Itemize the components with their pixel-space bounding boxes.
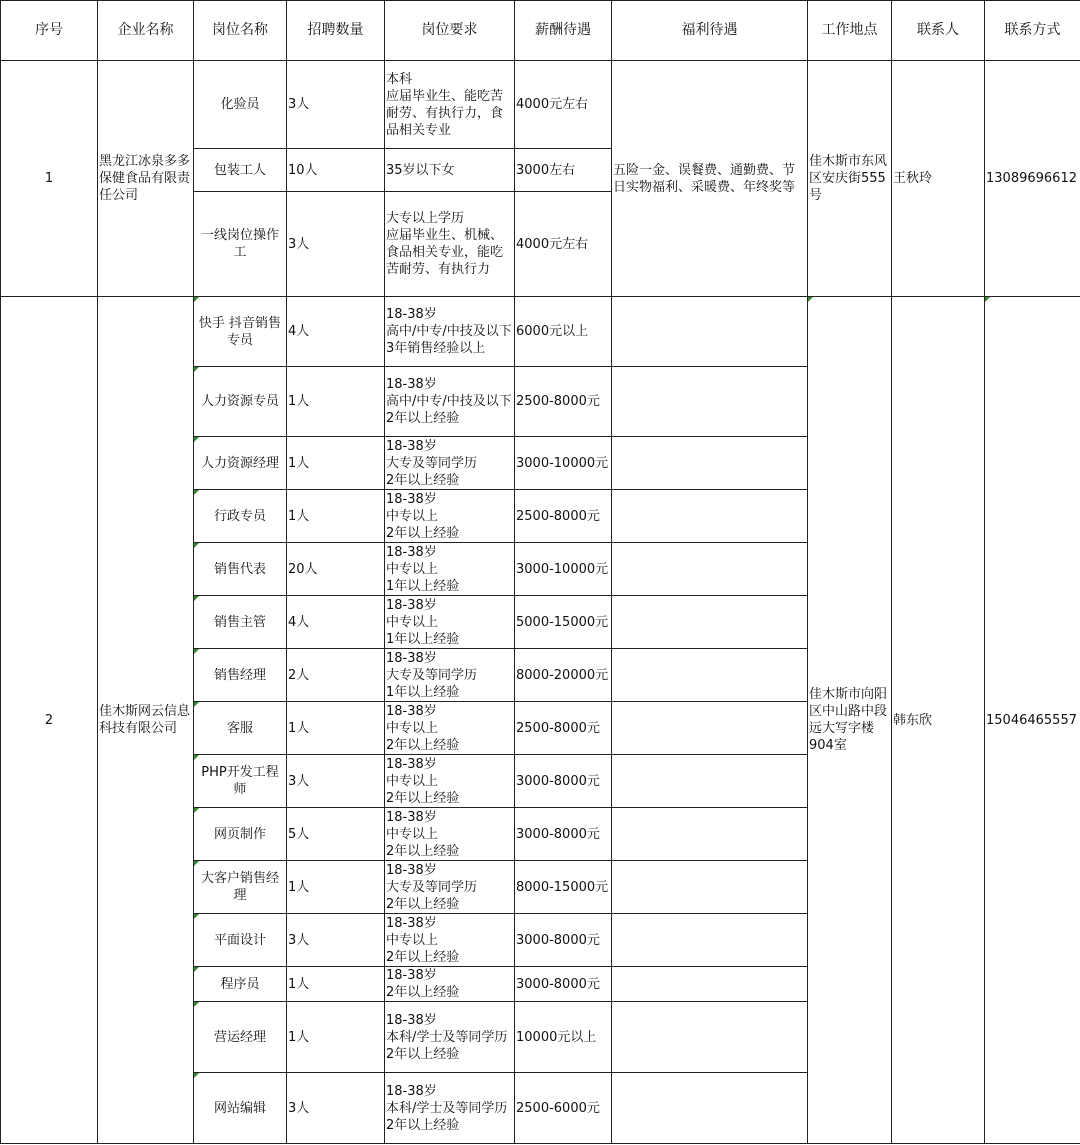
job-benefits	[612, 1073, 808, 1144]
job-requirements: 18-38岁 中专以上 2年以上经验	[385, 755, 515, 808]
job-salary: 4000元左右	[515, 61, 612, 149]
job-requirements: 18-38岁 中专以上 2年以上经验	[385, 808, 515, 861]
job-title: 客服	[194, 702, 287, 755]
job-salary: 2500-6000元	[515, 1073, 612, 1144]
job-count: 4人	[287, 297, 385, 367]
company-phone: 15046465557	[985, 297, 1080, 1144]
job-salary: 8000-20000元	[515, 649, 612, 702]
job-title: 包装工人	[194, 149, 287, 192]
job-title: 销售主管	[194, 596, 287, 649]
job-benefits	[612, 649, 808, 702]
job-salary: 3000-10000元	[515, 437, 612, 490]
job-benefits	[612, 543, 808, 596]
header-row	[1, 1, 1080, 61]
job-requirements: 18-38岁 大专及等同学历 1年以上经验	[385, 649, 515, 702]
job-count: 3人	[287, 1073, 385, 1144]
job-requirements: 本科 应届毕业生、能吃苦耐劳、有执行力，食品相关专业	[385, 61, 515, 149]
job-requirements: 18-38岁 中专以上 2年以上经验	[385, 914, 515, 967]
job-title: 销售经理	[194, 649, 287, 702]
company-name: 佳木斯网云信息科技有限公司	[98, 297, 194, 1144]
job-salary: 3000-8000元	[515, 808, 612, 861]
job-count: 3人	[287, 914, 385, 967]
job-benefits	[612, 490, 808, 543]
header-count: 招聘数量	[287, 1, 385, 61]
job-title: 营运经理	[194, 1002, 287, 1073]
job-title: 人力资源专员	[194, 367, 287, 437]
job-title: 人力资源经理	[194, 437, 287, 490]
header-benefits: 福利待遇	[612, 1, 808, 61]
job-benefits	[612, 297, 808, 367]
job-count: 1人	[287, 1002, 385, 1073]
job-requirements: 18-38岁 本科/学士及等同学历 2年以上经验	[385, 1002, 515, 1073]
header-salary: 薪酬待遇	[515, 1, 612, 61]
job-count: 1人	[287, 861, 385, 914]
header-job-title: 岗位名称	[194, 1, 287, 61]
job-salary: 2500-8000元	[515, 367, 612, 437]
job-benefits	[612, 914, 808, 967]
header-phone: 联系方式	[985, 1, 1080, 61]
job-salary: 5000-15000元	[515, 596, 612, 649]
job-requirements: 18-38岁 高中/中专/中技及以下 2年以上经验	[385, 367, 515, 437]
job-count: 3人	[287, 61, 385, 149]
job-salary: 3000-8000元	[515, 914, 612, 967]
job-requirements: 18-38岁 中专以上 1年以上经验	[385, 596, 515, 649]
job-benefits	[612, 596, 808, 649]
company-location: 佳木斯市向阳区中山路中段远大写字楼904室	[808, 297, 892, 1144]
job-count: 4人	[287, 596, 385, 649]
job-requirements: 18-38岁 高中/中专/中技及以下 3年销售经验以上	[385, 297, 515, 367]
job-title: 快手 抖音销售专员	[194, 297, 287, 367]
job-requirements: 18-38岁 本科/学士及等同学历 2年以上经验	[385, 1073, 515, 1144]
company-index: 2	[1, 297, 98, 1144]
company-location: 佳木斯市东风区安庆街555号	[808, 61, 892, 297]
job-count: 1人	[287, 967, 385, 1002]
job-count: 20人	[287, 543, 385, 596]
job-salary: 2500-8000元	[515, 490, 612, 543]
job-count: 1人	[287, 490, 385, 543]
job-salary: 3000左右	[515, 149, 612, 192]
job-salary: 10000元以上	[515, 1002, 612, 1073]
job-title: 销售代表	[194, 543, 287, 596]
table-body	[1, 61, 1080, 1144]
company-index: 1	[1, 61, 98, 297]
job-benefits	[612, 861, 808, 914]
job-requirements: 大专以上学历 应届毕业生、机械、食品相关专业，能吃苦耐劳、有执行力	[385, 192, 515, 297]
job-salary: 2500-8000元	[515, 702, 612, 755]
company-benefits: 五险一金、误餐费、通勤费、节日实物福利、采暖费、年终奖等	[612, 61, 808, 297]
job-requirements: 18-38岁 大专及等同学历 2年以上经验	[385, 437, 515, 490]
job-salary: 8000-15000元	[515, 861, 612, 914]
job-salary: 3000-8000元	[515, 755, 612, 808]
job-count: 10人	[287, 149, 385, 192]
job-benefits	[612, 367, 808, 437]
job-requirements: 18-38岁 2年以上经验	[385, 967, 515, 1002]
job-benefits	[612, 702, 808, 755]
job-benefits	[612, 437, 808, 490]
job-salary: 3000-8000元	[515, 967, 612, 1002]
job-count: 5人	[287, 808, 385, 861]
job-benefits	[612, 967, 808, 1002]
job-title: 一线岗位操作工	[194, 192, 287, 297]
job-title: 网页制作	[194, 808, 287, 861]
company-contact: 王秋玲	[892, 61, 985, 297]
company-contact: 韩东欣	[892, 297, 985, 1144]
table-row	[1, 61, 1080, 149]
job-title: 行政专员	[194, 490, 287, 543]
job-salary: 4000元左右	[515, 192, 612, 297]
job-count: 3人	[287, 192, 385, 297]
job-benefits	[612, 1002, 808, 1073]
job-salary: 6000元以上	[515, 297, 612, 367]
job-count: 1人	[287, 702, 385, 755]
job-requirements: 18-38岁 大专及等同学历 2年以上经验	[385, 861, 515, 914]
job-salary: 3000-10000元	[515, 543, 612, 596]
job-title: 大客户销售经理	[194, 861, 287, 914]
job-count: 3人	[287, 755, 385, 808]
job-count: 2人	[287, 649, 385, 702]
job-requirements: 18-38岁 中专以上 2年以上经验	[385, 702, 515, 755]
job-title: 程序员	[194, 967, 287, 1002]
header-index: 序号	[1, 1, 98, 61]
job-title: PHP开发工程师	[194, 755, 287, 808]
company-phone: 13089696612	[985, 61, 1080, 297]
job-benefits	[612, 755, 808, 808]
job-requirements: 18-38岁 中专以上 2年以上经验	[385, 490, 515, 543]
job-benefits	[612, 808, 808, 861]
table-row	[1, 297, 1080, 367]
job-count: 1人	[287, 437, 385, 490]
job-title: 网站编辑	[194, 1073, 287, 1144]
job-title: 平面设计	[194, 914, 287, 967]
job-requirements: 18-38岁 中专以上 1年以上经验	[385, 543, 515, 596]
company-name: 黑龙江冰泉多多保健食品有限责任公司	[98, 61, 194, 297]
job-requirements: 35岁以下女	[385, 149, 515, 192]
job-count: 1人	[287, 367, 385, 437]
header-location: 工作地点	[808, 1, 892, 61]
header-contact: 联系人	[892, 1, 985, 61]
header-company: 企业名称	[98, 1, 194, 61]
header-requirements: 岗位要求	[385, 1, 515, 61]
job-title: 化验员	[194, 61, 287, 149]
